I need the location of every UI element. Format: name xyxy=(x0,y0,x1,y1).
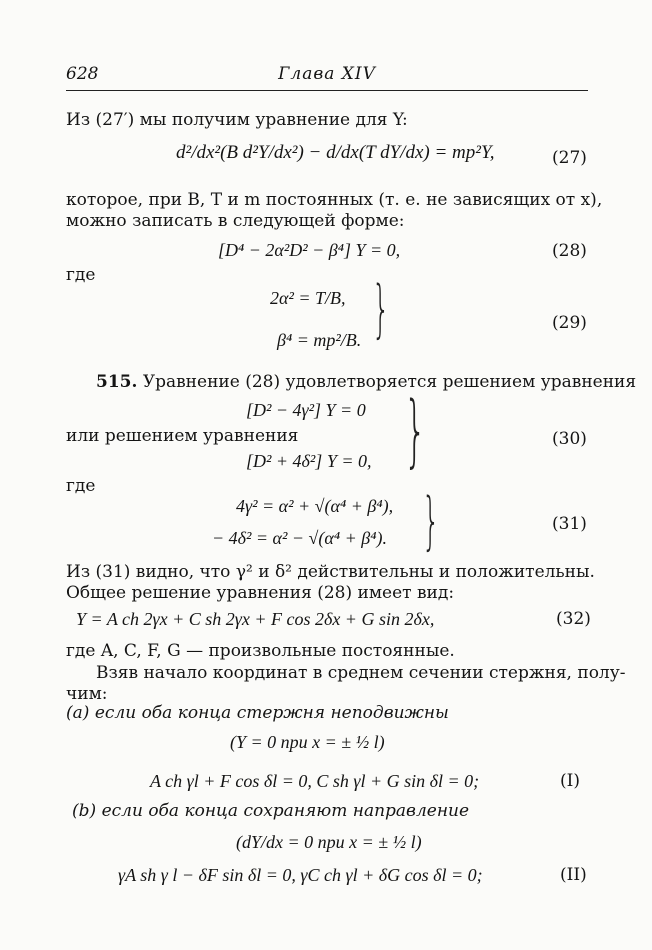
equation-29-number: (29) xyxy=(552,313,587,333)
equation-27-number: (27) xyxy=(552,148,587,168)
case-b-label: (b) xyxy=(72,801,97,821)
case-a-heading xyxy=(66,703,449,724)
equation-29-line2: β⁴ = mp²/B. xyxy=(277,330,362,350)
page-number: 628 xyxy=(66,64,99,84)
case-a-label: (a) xyxy=(66,703,90,723)
case-a-text: если оба конца стержня неподвижны xyxy=(94,703,449,723)
paragraph-line: Общее решение уравнения (28) имеет вид: xyxy=(66,583,455,603)
case-a-equations: A ch γl + F cos δl = 0, C sh γl + G sin δl = 0; xyxy=(150,771,480,791)
equation-32: Y = A ch 2γx + C sh 2γx + F cos 2δx + G sin 2δx, xyxy=(76,609,435,629)
paragraph-line: можно записать в следующей форме: xyxy=(66,211,405,231)
right-brace-31: } xyxy=(422,484,440,557)
equation-30-line1: [D² − 4γ²] Y = 0 xyxy=(246,400,366,420)
equation-27: d²/dx²(B d²Y/dx²) − d/dx(T dY/dx) = mp²Y, xyxy=(176,142,495,163)
equation-28-number: (28) xyxy=(552,241,587,261)
equation-31-line1: 4γ² = α² + √(α⁴ + β⁴), xyxy=(236,496,394,516)
equation-29-line1: 2α² = T/B, xyxy=(270,288,346,308)
case-b-heading xyxy=(72,801,469,822)
equation-31-line2: − 4δ² = α² − √(α⁴ + β⁴). xyxy=(212,528,387,548)
paragraph-line: чим: xyxy=(66,684,108,704)
paragraph-line: Из (31) видно, что γ² и δ² действительны и положительны. xyxy=(66,562,595,582)
equation-30-middle-text: или решением уравнения xyxy=(66,426,299,446)
section-number: 515. xyxy=(96,372,138,392)
paragraph-intro: Из (27′) мы получим уравнение для Y: xyxy=(66,110,408,130)
right-brace-29: } xyxy=(372,272,390,345)
equation-28: [D⁴ − 2α²D² − β⁴] Y = 0, xyxy=(218,240,401,260)
word-where: где xyxy=(66,265,96,285)
word-where: где xyxy=(66,476,96,496)
case-b-text: если оба конца сохраняют направление xyxy=(101,801,470,821)
case-a-equation-number: (I) xyxy=(560,771,580,791)
paragraph-constants: где A, C, F, G — произвольные постоянные. xyxy=(66,641,455,661)
section-text: Уравнение (28) удовлетворяется решением уравнения xyxy=(142,372,637,392)
section-515 xyxy=(96,372,636,393)
right-brace-30: } xyxy=(404,386,427,476)
equation-32-number: (32) xyxy=(556,609,591,629)
case-b-equation-number: (II) xyxy=(560,865,587,885)
page-header xyxy=(66,60,588,91)
paragraph-line: Взяв начало координат в среднем сечении стержня, полу- xyxy=(96,663,626,683)
equation-31-number: (31) xyxy=(552,514,587,534)
chapter-title: Глава XIV xyxy=(278,64,376,84)
case-b-equations: γA sh γ l − δF sin δl = 0, γC ch γl + δG cos δl = 0; xyxy=(118,865,483,885)
case-b-condition: (dY/dx = 0 при x = ± ½ l) xyxy=(236,832,422,852)
equation-30-number: (30) xyxy=(552,429,587,449)
case-a-condition: (Y = 0 при x = ± ½ l) xyxy=(230,732,385,752)
equation-30-line2: [D² + 4δ²] Y = 0, xyxy=(246,451,372,471)
paragraph-line: которое, при B, T и m постоянных (т. е. не зависящих от x), xyxy=(66,190,603,210)
